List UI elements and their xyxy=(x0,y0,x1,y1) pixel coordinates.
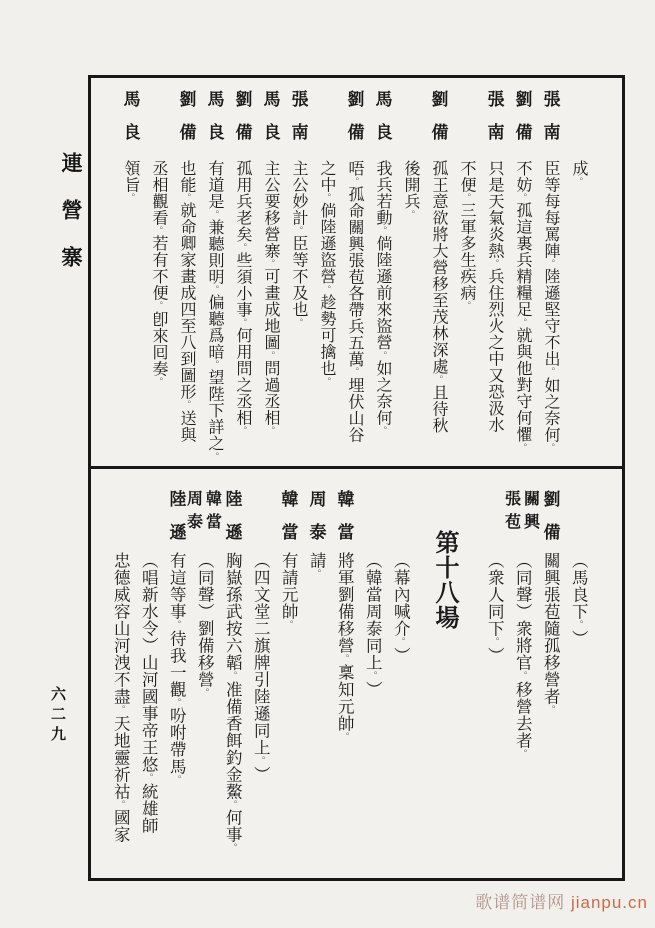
speech xyxy=(536,490,564,874)
dialogue-column: 有這等事 。 待我一觀 。 吩咐帶馬 。 xyxy=(167,552,187,785)
speaker-name: 張南 xyxy=(540,90,560,156)
speech xyxy=(312,90,368,460)
dialogue-column: 臣等每每罵陣 。 陸遜堅守不出 。 如之奈何 。 xyxy=(542,160,559,452)
text-frame xyxy=(88,75,625,881)
speaker-name: 馬良 xyxy=(260,90,280,156)
stage-direction-column: （韓當周泰同上 。 ） xyxy=(363,552,383,698)
watermark-site-url: jianpu.cn xyxy=(570,893,648,912)
column-flow-bottom xyxy=(106,490,592,874)
speaker-name: 周泰 xyxy=(306,490,326,556)
stage-direction-column: （幕內喊介 。 ） xyxy=(391,552,411,664)
speech xyxy=(564,160,592,460)
dialogue-column: 主公妙計 。 臣等不及也 。 xyxy=(290,160,307,328)
speech xyxy=(200,90,228,462)
speech xyxy=(246,552,274,874)
column-flow-top xyxy=(116,90,592,462)
page-number: 六二九 xyxy=(49,686,65,746)
margin-title: 連營寨 xyxy=(59,152,83,293)
speech xyxy=(564,552,592,874)
stage-direction-column: （同聲）劉備移營 。 xyxy=(195,552,215,698)
speaker-name: 劉備 xyxy=(344,90,364,156)
stage-direction-column: （四文堂二旗牌引陸遜同上 。 ） xyxy=(251,552,271,783)
dialogue-column: 只是天氣炎熱 。 兵住烈火之中又恐汲水 xyxy=(486,160,503,434)
stage-direction-column: （馬良下 。 ） xyxy=(569,552,589,647)
speech xyxy=(508,90,536,460)
speaker-name: 韓當 xyxy=(334,490,354,556)
speech xyxy=(330,490,358,874)
speech xyxy=(228,90,256,460)
dialogue-column: 有請元帥 。 xyxy=(279,552,299,630)
speech xyxy=(358,552,386,874)
stage-direction-column: （唱新水令）山河國事帝王悠 。 統雄師 xyxy=(139,552,159,834)
watermark xyxy=(475,888,648,913)
section-top xyxy=(91,78,622,466)
speaker-name: 劉備 xyxy=(428,90,448,156)
speech xyxy=(106,490,190,874)
speech xyxy=(480,490,539,874)
dialogue-column: 孤王意欲將大營移至茂林深處 。 且待秋 xyxy=(430,160,447,434)
speech xyxy=(218,490,246,874)
speech xyxy=(536,90,564,460)
scene-title-text: 第十八場 xyxy=(431,530,457,630)
dialogue-column: 孤用兵老矣 。 些須小事 。 何用問之丞相 。 xyxy=(234,160,251,436)
dialogue-column: 關興張苞隨孤移營者 。 xyxy=(541,552,561,715)
speaker-name: 劉備 xyxy=(512,90,532,156)
stage-direction-column: （衆人同下 。 ） xyxy=(485,552,505,664)
dialogue-column: 成 。 xyxy=(570,160,587,186)
watermark-site-name: 歌谱简谱网 xyxy=(475,893,566,912)
dialogue-column: 有道是 。 兼聽則明 。 偏聽爲暗 。 望陛下詳之 。 xyxy=(206,160,223,462)
speaker-name: 馬良 xyxy=(120,90,140,156)
speech xyxy=(452,90,508,460)
dialogue-column: 請 。 xyxy=(307,552,327,579)
speech xyxy=(302,490,330,874)
stage-direction-column: （同聲）衆將官 。 移營去者 。 xyxy=(513,552,533,759)
speaker-name: 張南 xyxy=(288,90,308,156)
speaker-name: 陸遜 xyxy=(166,490,186,556)
speech xyxy=(274,490,302,874)
dialogue-column: 領旨 。 xyxy=(122,160,139,203)
speech xyxy=(386,552,414,874)
dialogue-column: 胸嶽孫武按六韜 。 准備香餌釣金鰲 。 何事 。 xyxy=(223,552,243,853)
dialogue-column: 之中 。 倘陸遜盜營 。 趁勢可擒也 。 xyxy=(318,160,335,386)
speech xyxy=(396,90,452,460)
dialogue-column: 我兵若動 。 倘陸遜前來盜營 。 如之奈何 。 xyxy=(374,160,391,436)
speaker-name: 馬良 xyxy=(204,90,224,156)
speech xyxy=(116,90,144,460)
speech xyxy=(184,490,221,874)
speaker-name: 劉備 xyxy=(232,90,252,156)
dialogue-column: 主公要移營寨 。 可畫成地圖 。 問過丞相 。 xyxy=(262,160,279,436)
speech xyxy=(144,90,200,460)
dialogue-column: 唔 。 孤命關興張苞各帶兵五萬 。 埋伏山谷 xyxy=(346,160,363,443)
dialogue-column: 後開兵 。 xyxy=(402,160,419,219)
dialogue-column: 不便 。 三軍多生疾病 。 xyxy=(458,160,475,311)
speech xyxy=(368,90,396,460)
speaker-name: 陸遜 xyxy=(222,490,242,556)
dialogue-column: 也能 。 就命卿家畫成四至八到圖形 。 送與 xyxy=(178,160,195,443)
dialogue-column: 不妨 。 孤這裏兵精糧足 。 就與他對守何懼 。 xyxy=(514,160,531,452)
speaker-name: 關興 張苞 xyxy=(502,490,539,536)
speaker-name: 張南 xyxy=(484,90,504,156)
speech xyxy=(256,90,284,460)
dialogue-column: 忠德威容山河洩不盡 。 天地靈祈祜 。 國家 xyxy=(111,552,131,844)
speaker-name: 劉備 xyxy=(540,490,560,556)
speaker-name: 馬良 xyxy=(372,90,392,156)
dialogue-column: 將軍劉備移營 。 稟知元帥 。 xyxy=(335,552,355,742)
speaker-name: 劉備 xyxy=(176,90,196,156)
dialogue-column: 丞相觀看 。 若有不便 。 卽來囘奏 。 xyxy=(150,160,167,386)
speaker-name: 韓當 xyxy=(278,490,298,556)
section-bottom xyxy=(91,469,622,878)
speaker-name: 韓當 周泰 xyxy=(184,490,221,536)
speech xyxy=(284,90,312,460)
scene-title xyxy=(422,530,466,874)
